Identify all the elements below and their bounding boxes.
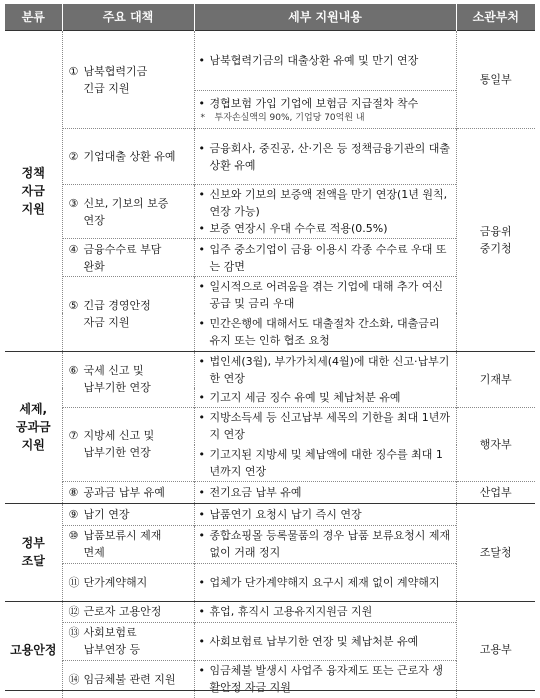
- measure-item: ⑤ 긴급 경영안정 자금 지원: [62, 277, 194, 352]
- header-department: 소관부처: [456, 4, 535, 31]
- detail-cell: • 전기요금 납부 유예: [194, 481, 456, 503]
- table-row: [5, 622, 535, 660]
- detail-cell: • 기고지된 지방세 및 체납액에 대한 징수를 최대 1년까지 연장: [198, 447, 443, 478]
- department-interior: 행자부: [456, 408, 535, 482]
- table-row: [5, 185, 535, 239]
- table-row: [5, 481, 535, 503]
- table-bottom-rule: [5, 690, 535, 691]
- table-row: [5, 408, 535, 445]
- measure-item: ⑬ 사회보험료 납부연장 등: [62, 622, 194, 660]
- detail-cell: • 민간은행에 대해서도 대출절차 간소화, 대출금리 유지 또는 인하 협조 요청: [198, 316, 440, 347]
- detail-cell: • 남북협력기금의 대출상환 유예 및 만기 연장: [194, 31, 456, 91]
- table-row: [5, 660, 535, 698]
- category-policy-funds: 정책 자금 지원: [5, 31, 62, 352]
- detail-cell: • 업체가 단가계약해지 요구시 제재 없이 계약해지: [194, 563, 456, 601]
- measure-item: ④ 금융수수료 부담 완화: [62, 239, 194, 277]
- measure-item: ⑭ 임금체불 관련 지원: [62, 660, 194, 698]
- detail-cell: • 경협보험 가입 기업에 보험금 지급절차 착수 * 투자손실액의 90%, 기업당 70억원 내: [194, 91, 456, 129]
- table-row: [5, 503, 535, 525]
- table-row: [5, 601, 535, 622]
- detail-cell: • 휴업, 휴직시 고용유지지원금 지원: [194, 601, 456, 622]
- category-employment: 고용안정: [5, 601, 62, 698]
- table-row: [5, 129, 535, 185]
- category-procurement: 정부 조달: [5, 503, 62, 601]
- measure-item: ⑥ 국세 신고 및 납부기한 연장: [62, 351, 194, 408]
- table-row: [5, 277, 535, 314]
- table-header-row: [5, 4, 535, 31]
- detail-cell: • 사회보험료 납부기한 연장 및 체납처분 유예: [194, 622, 456, 660]
- detail-cell: • 법인세(3월), 부가가치세(4월)에 대한 신고·납부기한 연장: [194, 351, 456, 388]
- measure-item: ⑩ 납품보류시 제재 면제: [62, 525, 194, 563]
- department-industry: 산업부: [456, 481, 535, 503]
- department-procurement: 조달청: [456, 503, 535, 601]
- detail-cell: • 금융회사, 중진공, 산·기은 등 정책금융기관의 대출상환 유예: [194, 129, 456, 185]
- support-measures-table: [5, 4, 535, 698]
- detail-cell: • 지방소득세 등 신고납부 세목의 기한을 최대 1년까지 연장: [194, 408, 456, 445]
- table-row: [5, 563, 535, 601]
- department-finance-economy: 기재부: [456, 351, 535, 408]
- table-row: [5, 525, 535, 563]
- measure-item: ⑪ 단가계약해지: [62, 563, 194, 601]
- header-category: 분류: [5, 4, 62, 31]
- table-row: [5, 351, 535, 388]
- measure-item: ⑧ 공과금 납부 유예: [62, 481, 194, 503]
- category-tax-utility: 세제, 공과금 지원: [5, 351, 62, 503]
- detail-cell: • 신보와 기보의 보증액 전액을 만기 연장(1년 원칙, 연장 가능) • 보증 연장시 우대 수수료 적용(0.5%): [194, 185, 456, 239]
- measure-item: ⑫ 근로자 고용안정: [62, 601, 194, 622]
- table-row: [5, 239, 535, 277]
- detail-cell: • 일시적으로 어려움을 겪는 기업에 대해 추가 여신 공급 및 금리 우대: [194, 277, 456, 314]
- detail-cell: • 기고지 세금 징수 유예 및 체납처분 유예: [198, 390, 401, 404]
- measure-item: ⑦ 지방세 신고 및 납부기한 연장: [62, 408, 194, 482]
- department-unification: 통일부: [456, 31, 535, 129]
- header-measure: 주요 대책: [62, 4, 194, 31]
- detail-cell: • 납품연기 요청시 납기 즉시 연장: [194, 503, 456, 525]
- measure-item: ② 기업대출 상환 유예: [62, 129, 194, 185]
- measure-item: ⑨ 납기 연장: [62, 503, 194, 525]
- measure-item: ① 남북협력기금 긴급 지원: [62, 31, 194, 129]
- table-row: [5, 31, 535, 91]
- header-details: 세부 지원내용: [194, 4, 456, 31]
- detail-cell: • 입주 중소기업이 금융 이용시 각종 수수료 우대 또는 감면: [194, 239, 456, 277]
- detail-cell: • 종합쇼핑몰 등록물품의 경우 납품 보류요청시 제재 없이 거래 정지: [194, 525, 456, 563]
- department-employment: 고용부: [456, 601, 535, 698]
- department-finance-sme: 금융위 중기청: [456, 129, 535, 352]
- detail-cell: • 임금체불 발생시 사업주 융자제도 또는 근로자 생활안정 자금 지원: [194, 660, 456, 698]
- measure-item: ③ 신보, 기보의 보증 연장: [62, 185, 194, 239]
